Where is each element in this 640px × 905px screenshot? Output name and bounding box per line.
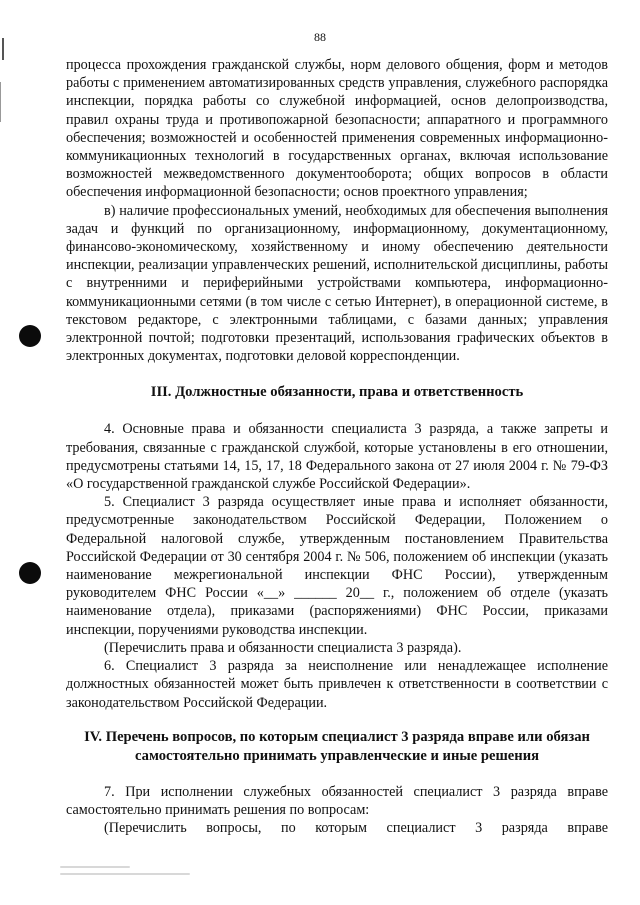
page-number: 88: [314, 30, 326, 44]
section-heading-line: IV. Перечень вопросов, по которым специалист 3 разряда вправе или обязан: [84, 728, 590, 745]
paragraph: (Перечислить права и обязанности специалиста 3 разряда).: [104, 639, 462, 656]
document-body: [66, 56, 608, 837]
paragraph: 7. При исполнении служебных обязанностей специалист 3 разряда вправе самостоятельно принимать решения по вопросам:: [66, 783, 608, 818]
paragraph: в) наличие профессиональных умений, необходимых для обеспечения выполнения задач и функций по организационному, информационному, документационному, финансово-экономическому, хозяйственному и иному обеспечению деятельности инспекции, реализации управленческих решений, исполнительской дисциплины, работы с внутренними и периферийными устройствами компьютера, информационно-коммуникационными сетями (в том числе с сетью Интернет), в операционной системе, в текстовом редакторе, с электронными таблицами, с базами данных; управления электронной почтой; подготовки презентаций, использования графических объектов в электронных документах, подготовки деловой корреспонденции.: [66, 202, 608, 365]
paragraph: 4. Основные права и обязанности специалиста 3 разряда, а также запреты и требования, связанные с гражданской службой, которые установлены в его отношении, предусмотрены статьями 14, 15, 17, 18 Федерального закона от 27 июля 2004 г. № 79-ФЗ «О государственной гражданской службе Российской Федерации».: [66, 421, 608, 493]
paragraph: 6. Специалист 3 разряда за неисполнение или ненадлежащее исполнение должностных обязанностей может быть привлечен к ответственности в соответствии с законодательством Российской Федерации.: [66, 658, 608, 711]
faint-registration-stamp: [60, 866, 200, 888]
paragraph: (Перечислить вопросы, по которым специалист 3 разряда вправе: [104, 820, 608, 837]
section-heading: III. Должностные обязанности, права и ответственность: [150, 384, 524, 401]
paragraph: процесса прохождения гражданской службы, норм делового общения, форм и методов работы с применением автоматизированных средств управления, служебного распорядка инспекции, порядка работы со служебной информацией, основ делопроизводства, правил охраны труда и противопожарной безопасности; аппаратного и программного обеспечения; возможностей и особенностей применения современных информационно-коммуникационных технологий в государственных органах, включая использование возможностей межведомственного документооборота; общих вопросов в области обеспечения информационной безопасности; основ проектного управления;: [66, 57, 608, 201]
punch-hole-icon: [19, 325, 41, 347]
scan-edge-mark: [0, 82, 1, 122]
paragraph: 5. Специалист 3 разряда осуществляет иные права и исполняет обязанности, предусмотренные законодательством Российской Федерации, Положением о Федеральной налоговой службе, утвержденным постановлением Правительства Российской Федерации от 30 сентября 2004 г. № 506, положением об инспекции (указать наименование межрегиональной инспекции ФНС России), утвержденным руководителем ФНС России «__» ______ 20__ г., положением об отделе (указать наименование отдела), приказами (распоряжениями) ФНС России, приказами инспекции, поручениями руководства инспекции.: [66, 494, 608, 638]
punch-hole-icon: [19, 562, 41, 584]
section-heading-line: самостоятельно принимать управленческие и иные решения: [135, 747, 539, 764]
section-heading: [66, 728, 608, 766]
